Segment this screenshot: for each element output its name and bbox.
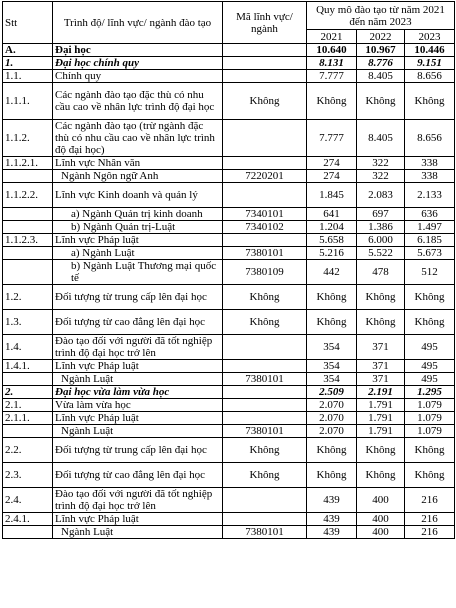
row-value-2021: 7.777	[307, 70, 357, 83]
table-row	[3, 44, 455, 57]
row-value-2021: 442	[307, 260, 357, 285]
row-code: Không	[223, 438, 307, 463]
row-code: 7380101	[223, 247, 307, 260]
row-value-2022: Không	[357, 438, 405, 463]
row-code	[223, 412, 307, 425]
table-row	[3, 360, 455, 373]
row-value-2022: Không	[357, 310, 405, 335]
row-stt	[3, 425, 53, 438]
row-value-2022: 1.791	[357, 412, 405, 425]
row-value-2021: 2.070	[307, 425, 357, 438]
header-row	[3, 2, 455, 30]
table-row	[3, 526, 455, 539]
row-value-2021: 5.216	[307, 247, 357, 260]
row-value-2023: 338	[405, 157, 455, 170]
row-value-2021: 274	[307, 170, 357, 183]
row-value-2021: 2.070	[307, 399, 357, 412]
row-name: Vừa làm vừa học	[53, 399, 223, 412]
table-row	[3, 463, 455, 488]
row-code	[223, 44, 307, 57]
row-stt: A.	[3, 44, 53, 57]
row-value-2021: 354	[307, 360, 357, 373]
table-row	[3, 373, 455, 386]
table-row	[3, 221, 455, 234]
row-code: Không	[223, 310, 307, 335]
row-value-2023: 216	[405, 526, 455, 539]
row-value-2021: 1.845	[307, 183, 357, 208]
row-name: b) Ngành Quản trị-Luật	[53, 221, 223, 234]
row-code: 7380101	[223, 425, 307, 438]
row-stt: 2.4.1.	[3, 513, 53, 526]
row-value-2023: 5.673	[405, 247, 455, 260]
row-stt: 1.1.2.2.	[3, 183, 53, 208]
row-name: Đại học vừa làm vừa học	[53, 386, 223, 399]
row-stt	[3, 373, 53, 386]
row-value-2021: 274	[307, 157, 357, 170]
row-value-2023: 1.295	[405, 386, 455, 399]
row-value-2021: Không	[307, 463, 357, 488]
row-stt: 1.4.	[3, 335, 53, 360]
row-value-2023: Không	[405, 310, 455, 335]
header-field: Trình độ/ lĩnh vực/ ngành đào tạo	[53, 2, 223, 44]
row-name: Ngành Luật	[53, 373, 223, 386]
row-stt: 1.1.2.3.	[3, 234, 53, 247]
row-value-2022: 1.386	[357, 221, 405, 234]
row-value-2021: 1.204	[307, 221, 357, 234]
row-value-2021: Không	[307, 285, 357, 310]
row-name: Đại học	[53, 44, 223, 57]
row-value-2022: 400	[357, 488, 405, 513]
row-code: Không	[223, 83, 307, 120]
table-row	[3, 234, 455, 247]
row-value-2023: 338	[405, 170, 455, 183]
row-name: Đối tượng từ trung cấp lên đại học	[53, 285, 223, 310]
row-code	[223, 386, 307, 399]
row-name: Đối tượng từ cao đẳng lên đại học	[53, 310, 223, 335]
row-name: Lĩnh vực Kinh doanh và quản lý	[53, 183, 223, 208]
row-value-2021: 439	[307, 526, 357, 539]
row-value-2021: Không	[307, 438, 357, 463]
row-name: Lĩnh vực Nhân văn	[53, 157, 223, 170]
table-row	[3, 83, 455, 120]
row-stt	[3, 526, 53, 539]
row-code: Không	[223, 285, 307, 310]
row-value-2022: Không	[357, 463, 405, 488]
row-value-2021: 5.658	[307, 234, 357, 247]
row-stt	[3, 221, 53, 234]
row-value-2022: 371	[357, 360, 405, 373]
row-code: 7380109	[223, 260, 307, 285]
row-value-2022: 1.791	[357, 399, 405, 412]
row-value-2021: 7.777	[307, 120, 357, 157]
row-stt: 2.4.	[3, 488, 53, 513]
table-row	[3, 425, 455, 438]
header-year-2021: 2021	[307, 30, 357, 44]
row-value-2023: Không	[405, 285, 455, 310]
row-value-2022: 8.405	[357, 120, 405, 157]
row-stt: 2.1.1.	[3, 412, 53, 425]
row-value-2022: 8.405	[357, 70, 405, 83]
row-code: 7340101	[223, 208, 307, 221]
row-value-2021: 10.640	[307, 44, 357, 57]
row-name: Đào tạo đối với người đã tốt nghiệp trình độ đại học trở lên	[53, 488, 223, 513]
row-stt: 1.1.	[3, 70, 53, 83]
row-value-2023: 8.656	[405, 70, 455, 83]
row-value-2023: 636	[405, 208, 455, 221]
row-value-2021: 439	[307, 513, 357, 526]
row-stt: 1.	[3, 57, 53, 70]
row-value-2022: 371	[357, 335, 405, 360]
table-row	[3, 386, 455, 399]
row-name: Ngành Luật	[53, 526, 223, 539]
row-value-2022: 2.083	[357, 183, 405, 208]
row-value-2022: 478	[357, 260, 405, 285]
row-value-2022: 10.967	[357, 44, 405, 57]
row-code	[223, 234, 307, 247]
row-name: Chính quy	[53, 70, 223, 83]
row-name: Đại học chính quy	[53, 57, 223, 70]
row-name: Ngành Ngôn ngữ Anh	[53, 170, 223, 183]
table-row	[3, 412, 455, 425]
row-value-2022: 2.191	[357, 386, 405, 399]
row-value-2023: 1.079	[405, 412, 455, 425]
training-scale-table	[2, 1, 455, 539]
row-value-2022: 6.000	[357, 234, 405, 247]
row-stt: 1.3.	[3, 310, 53, 335]
table-row	[3, 399, 455, 412]
row-code	[223, 513, 307, 526]
row-code: Không	[223, 463, 307, 488]
row-stt: 2.	[3, 386, 53, 399]
row-name: Lĩnh vực Pháp luật	[53, 360, 223, 373]
row-value-2021: 439	[307, 488, 357, 513]
table-row	[3, 513, 455, 526]
row-value-2023: Không	[405, 83, 455, 120]
table-row	[3, 335, 455, 360]
row-code: 7220201	[223, 170, 307, 183]
row-code: 7380101	[223, 526, 307, 539]
row-code	[223, 157, 307, 170]
row-name: a) Ngành Quản trị kinh doanh	[53, 208, 223, 221]
row-value-2022: 400	[357, 513, 405, 526]
row-code	[223, 70, 307, 83]
header-stt: Stt	[3, 2, 53, 44]
table-row	[3, 170, 455, 183]
row-value-2021: Không	[307, 83, 357, 120]
row-stt	[3, 260, 53, 285]
row-name: Đối tượng từ trung cấp lên đại học	[53, 438, 223, 463]
row-value-2023: 512	[405, 260, 455, 285]
header-year-2023: 2023	[405, 30, 455, 44]
row-code	[223, 335, 307, 360]
row-value-2023: 1.079	[405, 399, 455, 412]
row-value-2023: 495	[405, 373, 455, 386]
row-value-2022: 5.522	[357, 247, 405, 260]
row-code: 7380101	[223, 373, 307, 386]
row-code	[223, 360, 307, 373]
row-value-2022: Không	[357, 285, 405, 310]
row-value-2023: 9.151	[405, 57, 455, 70]
row-value-2021: 641	[307, 208, 357, 221]
row-stt: 2.3.	[3, 463, 53, 488]
row-value-2021: 2.509	[307, 386, 357, 399]
table-row	[3, 260, 455, 285]
row-value-2021: Không	[307, 310, 357, 335]
row-value-2023: 2.133	[405, 183, 455, 208]
header-scale: Quy mô đào tạo từ năm 2021 đến năm 2023	[307, 2, 455, 30]
row-name: Lĩnh vực Pháp luật	[53, 234, 223, 247]
row-value-2023: 495	[405, 335, 455, 360]
table-row	[3, 438, 455, 463]
row-value-2022: 322	[357, 170, 405, 183]
row-value-2022: 322	[357, 157, 405, 170]
row-value-2021: 354	[307, 373, 357, 386]
row-name: Đào tạo đối với người đã tốt nghiệp trình độ đại học trở lên	[53, 335, 223, 360]
row-value-2023: 1.497	[405, 221, 455, 234]
row-value-2023: Không	[405, 438, 455, 463]
table-row	[3, 157, 455, 170]
row-stt: 1.1.2.1.	[3, 157, 53, 170]
row-value-2021: 354	[307, 335, 357, 360]
row-name: Các ngành đào tạo đặc thù có nhu cầu cao về nhân lực trình độ đại học	[53, 83, 223, 120]
row-value-2023: 8.656	[405, 120, 455, 157]
row-name: Các ngành đào tạo (trừ ngành đặc thù có nhu cầu cao về nhân lực trình độ đại học)	[53, 120, 223, 157]
table-row	[3, 247, 455, 260]
header-year-2022: 2022	[357, 30, 405, 44]
row-value-2023: Không	[405, 463, 455, 488]
row-value-2023: 216	[405, 513, 455, 526]
row-stt: 1.1.1.	[3, 83, 53, 120]
row-code: 7340102	[223, 221, 307, 234]
row-name: Lĩnh vực Pháp luật	[53, 412, 223, 425]
row-stt: 2.1.	[3, 399, 53, 412]
row-stt: 1.4.1.	[3, 360, 53, 373]
row-value-2023: 6.185	[405, 234, 455, 247]
row-stt: 2.2.	[3, 438, 53, 463]
header-code: Mã lĩnh vực/ ngành	[223, 2, 307, 44]
table-row	[3, 488, 455, 513]
row-value-2022: 697	[357, 208, 405, 221]
row-code	[223, 399, 307, 412]
table-row	[3, 310, 455, 335]
table-row	[3, 120, 455, 157]
row-stt	[3, 208, 53, 221]
row-value-2022: Không	[357, 83, 405, 120]
table-row	[3, 183, 455, 208]
row-code	[223, 488, 307, 513]
row-value-2022: 1.791	[357, 425, 405, 438]
row-name: Lĩnh vực Pháp luật	[53, 513, 223, 526]
row-name: Đối tượng từ cao đẳng lên đại học	[53, 463, 223, 488]
row-code	[223, 183, 307, 208]
table-row	[3, 208, 455, 221]
row-value-2021: 8.131	[307, 57, 357, 70]
table-row	[3, 70, 455, 83]
row-code	[223, 120, 307, 157]
table-row	[3, 285, 455, 310]
row-value-2023: 495	[405, 360, 455, 373]
row-value-2022: 371	[357, 373, 405, 386]
row-value-2023: 10.446	[405, 44, 455, 57]
row-stt: 1.1.2.	[3, 120, 53, 157]
row-stt	[3, 170, 53, 183]
row-value-2022: 400	[357, 526, 405, 539]
row-value-2023: 216	[405, 488, 455, 513]
table-row	[3, 57, 455, 70]
row-name: b) Ngành Luật Thương mại quốc tế	[53, 260, 223, 285]
table-body	[3, 44, 455, 539]
row-name: Ngành Luật	[53, 425, 223, 438]
row-stt: 1.2.	[3, 285, 53, 310]
row-name: a) Ngành Luật	[53, 247, 223, 260]
row-code	[223, 57, 307, 70]
row-value-2023: 1.079	[405, 425, 455, 438]
row-value-2021: 2.070	[307, 412, 357, 425]
row-value-2022: 8.776	[357, 57, 405, 70]
row-stt	[3, 247, 53, 260]
